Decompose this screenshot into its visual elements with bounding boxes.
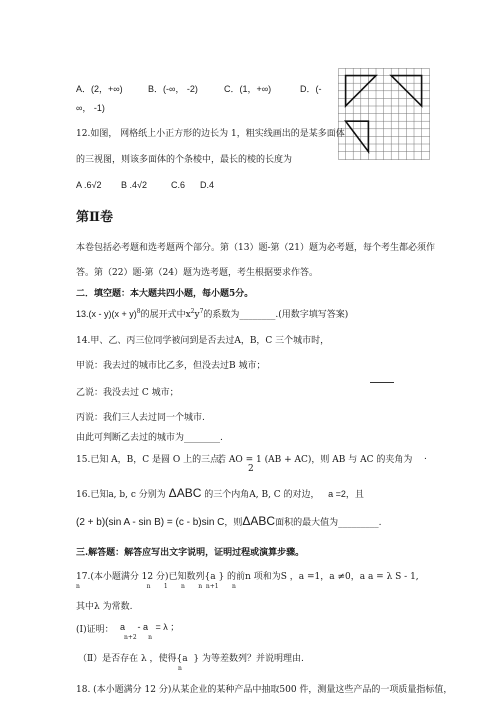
q15-half-denominator: 2 (248, 464, 254, 474)
q16-equation: (2 + b)(sin A - sin B) = (c - b)sin C (76, 517, 225, 528)
q17-part1-equation: a - a = λ ； (120, 622, 180, 632)
q17-line1: 17.(本小题满分 12 分)已知数列{a } 的前n 项和为S ，a =1，a ≠0，a a = λ S - 1, (76, 572, 419, 582)
three-view-grid-figure (338, 68, 430, 160)
q15-dot: . (424, 452, 427, 462)
q11-option-d-part2: ∞， -1) (76, 103, 105, 113)
q16-given: 16.已知a, b, c 分别为 (76, 490, 166, 500)
q16-a-value: a =2，且 (328, 489, 364, 499)
q14-line5: 由此可判断乙去过的城市为________. (76, 433, 223, 443)
section2-intro-line2: 答。第（22）题-第（24）题为选考题，考生根据要求作答。 (76, 268, 318, 278)
q13-expression: 13.(x - y)(x + y) (76, 309, 137, 319)
q11-option-d-part1: D．(- (300, 84, 322, 94)
q12-line2: 的三视图，则该多面体的个条棱中，最长的棱的长度为 (76, 155, 293, 165)
section2-intro-line1: 本卷包括必考题和选考题两个部分。第（13）题-第（21）题为必考题，每个考生都必须作 (76, 243, 435, 253)
q16-line1 (76, 486, 364, 500)
q17-line1-subscripts: n n 1 n n n+1 n (76, 583, 236, 590)
q16-then: ，则 (224, 518, 243, 528)
q13-exp-y: 7 (199, 308, 204, 315)
q17-part1-label: (Ⅰ)证明： (76, 625, 114, 635)
q17-part1-subscripts: n+2 n (124, 634, 153, 641)
fill-in-heading: 二．填空题：本大题共四小题，每小题5分。 (76, 289, 254, 299)
q11-option-b: B．(-∞， -2) (148, 84, 198, 94)
q17-part2-subscript: n (178, 665, 182, 672)
q13-exponent: 8 (136, 308, 141, 315)
q11-option-c: C．(1，+∞) (224, 84, 272, 94)
q17-part2: （Ⅱ）是否存在 λ ，使得{a } 为等差数列？并说明理由. (78, 654, 304, 664)
q12-option-a: A .6√2 (76, 180, 102, 190)
q17-line2: 其中λ 为常数. (76, 602, 133, 612)
section2-title: 第Ⅱ卷 (76, 210, 113, 225)
q13-text: 的展开式中x (140, 310, 191, 320)
q16-ask: 面积的最大值为_________. (275, 518, 382, 528)
q11-option-a: A．(2，+∞) (76, 84, 123, 94)
q12-option-d: D.4 (200, 180, 215, 190)
q14-line4: 丙说：我们三人去过同一个城市. (76, 413, 205, 423)
q16-triangle2: ΔABC (242, 514, 276, 528)
q18-line1: 18. (本小题满分 12 分)从某企业的某种产品中抽取500 件，测量这些产品的一项质量指标值， (76, 685, 453, 695)
q12-option-c: C.6 (171, 180, 186, 190)
q16-angles: 的三个内角A, B, C 的对边， (204, 490, 320, 500)
q14-line1: 14.甲、乙、丙三位同学被问到是否去过A，B，C 三个城市时， (76, 336, 330, 346)
q13-exp-x: 2 (190, 308, 195, 315)
q16-triangle: ΔABC (168, 486, 202, 500)
divider-rule (370, 382, 394, 383)
q13-y: y (194, 310, 200, 320)
q15-lead: 15.已知 A，B，C 是圆 O 上的三点， (76, 455, 229, 465)
q14-line2: 甲说：我去过的城市比乙多，但没去过B 城市； (76, 361, 266, 371)
q14-line3: 乙说：我没去过 C 城市； (76, 388, 179, 398)
q13 (76, 307, 348, 320)
q12-option-b: B .4√2 (121, 180, 147, 190)
q12-line1: 12.如图， 网格纸上小正方形的边长为 1，粗实线画出的是某多面体 (76, 129, 345, 139)
q13-tail: 的系数为________.(用数字填写答案) (203, 310, 349, 320)
q16-line2 (76, 514, 381, 528)
q15-vector-equation: 若 AO = 1 (AB + AC)，则 AB 与 AC 的夹角为 (217, 455, 413, 465)
answer-section-heading: 三.解答题：解答应写出文字说明，证明过程或演算步骤。 (76, 548, 305, 558)
